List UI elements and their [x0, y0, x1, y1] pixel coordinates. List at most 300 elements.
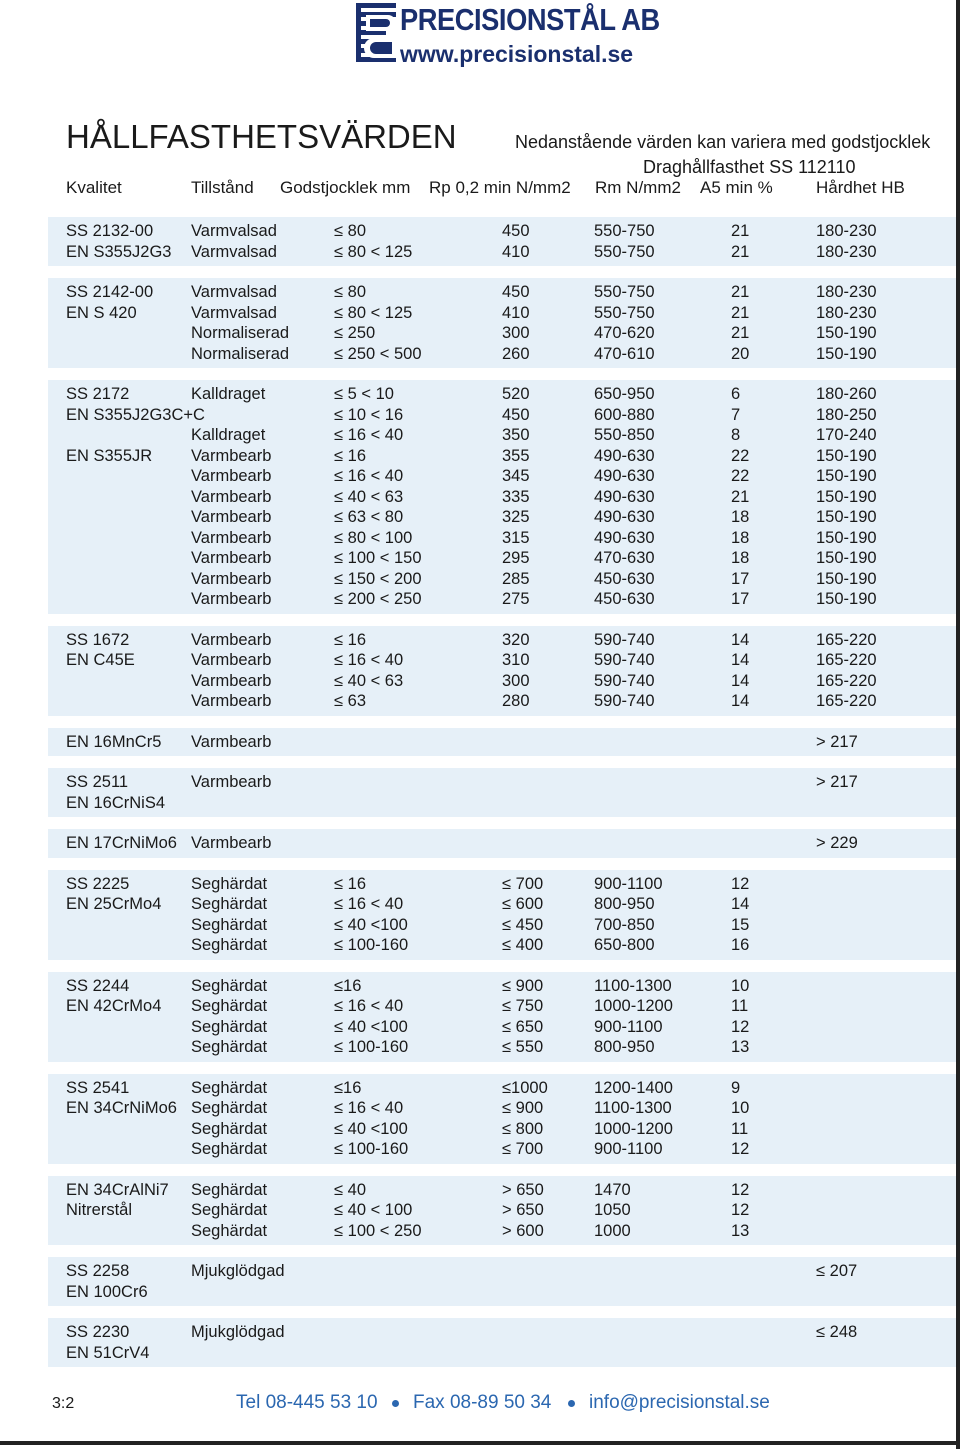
table-row	[48, 548, 956, 568]
cell-a5: 18	[731, 508, 750, 526]
cell-rm: 490-630	[594, 446, 655, 465]
cell-hardhet: 165-220	[816, 671, 877, 690]
cell-rm: 1000	[594, 1221, 631, 1240]
cell-a5: 17	[731, 590, 750, 608]
cell-a5: 12	[731, 1180, 750, 1199]
cell-kvalitet: EN 16MnCr5	[66, 732, 162, 751]
material-group	[48, 829, 956, 858]
cell-rm: 1000-1200	[594, 997, 673, 1015]
cell-a5: 14	[731, 895, 750, 913]
cell-rm: 590-740	[594, 630, 655, 649]
cell-godstjocklek: ≤16	[334, 1078, 362, 1097]
cell-godstjocklek: ≤ 200 < 250	[334, 590, 422, 608]
cell-godstjocklek: ≤ 40 <100	[334, 1119, 408, 1138]
cell-hardhet: 180-260	[816, 385, 877, 403]
separator-dot-icon	[568, 1400, 575, 1407]
cell-rm: 900-1100	[594, 1017, 663, 1036]
header-hardhet: Hårdhet HB	[816, 178, 905, 197]
cell-tillstand: Varmvalsad	[191, 222, 277, 240]
cell-kvalitet: SS 2258	[66, 1262, 130, 1280]
material-group	[48, 768, 956, 817]
cell-rm: 550-750	[594, 222, 655, 240]
cell-hardhet: 150-190	[816, 446, 877, 465]
cell-kvalitet: SS 2511	[66, 773, 129, 791]
cell-hardhet: 180-230	[816, 222, 877, 240]
cell-godstjocklek: ≤ 16	[334, 630, 366, 649]
cell-rp: ≤ 650	[502, 1017, 544, 1036]
cell-hardhet: 150-190	[816, 508, 877, 526]
cell-rp: > 650	[502, 1201, 544, 1219]
cell-hardhet: 165-220	[816, 630, 877, 649]
cell-a5: 21	[731, 303, 750, 322]
cell-rp: 410	[502, 242, 530, 261]
cell-kvalitet: EN 42CrMo4	[66, 997, 162, 1015]
cell-rm: 700-850	[594, 915, 655, 934]
cell-tillstand: Normaliserad	[191, 344, 290, 363]
cell-a5: 9	[731, 1078, 741, 1097]
table-row	[48, 221, 956, 241]
cell-godstjocklek: ≤ 100-160	[334, 1038, 409, 1056]
cell-rp: ≤ 400	[502, 936, 544, 954]
table-row	[48, 671, 956, 691]
cell-tillstand: Varmbearb	[191, 569, 272, 588]
cell-tillstand: Varmbearb	[191, 528, 272, 547]
header-rm: Rm N/mm2	[595, 178, 681, 197]
cell-a5: 21	[731, 222, 750, 240]
table-row	[48, 691, 956, 711]
cell-kvalitet: EN S355J2G3	[66, 242, 172, 261]
cell-tillstand: Varmbearb	[191, 773, 272, 791]
cell-rp: 450	[502, 283, 530, 301]
table-row	[48, 507, 956, 527]
material-group	[48, 972, 956, 1062]
table-row	[48, 1037, 956, 1057]
cell-tillstand: Varmbearb	[191, 732, 272, 751]
cell-a5: 14	[731, 630, 750, 649]
cell-a5: 18	[731, 549, 750, 567]
cell-tillstand: Mjukglödgad	[191, 1262, 285, 1280]
cell-a5: 14	[731, 651, 750, 669]
cell-kvalitet: EN S 420	[66, 303, 137, 322]
cell-tillstand: Seghärdat	[191, 1180, 268, 1199]
table-row	[48, 282, 956, 302]
table-row	[48, 1261, 956, 1281]
table-row	[48, 1180, 956, 1200]
cell-godstjocklek: ≤ 16 < 40	[334, 651, 404, 669]
cell-hardhet: 150-190	[816, 487, 877, 506]
cell-rp: > 650	[502, 1180, 544, 1199]
table-row	[48, 1322, 956, 1342]
cell-rp: ≤ 700	[502, 874, 544, 893]
cell-godstjocklek: ≤ 40 <100	[334, 1017, 408, 1036]
cell-tillstand: Varmbearb	[191, 630, 272, 649]
cell-a5: 21	[731, 283, 750, 301]
cell-tillstand: Varmbearb	[191, 467, 272, 485]
cell-hardhet: 150-190	[816, 528, 877, 547]
cell-a5: 11	[731, 997, 749, 1015]
cell-rm: 800-950	[594, 895, 655, 913]
cell-rm: 1050	[594, 1201, 631, 1219]
cell-hardhet: 180-250	[816, 405, 877, 424]
cell-rp: 315	[502, 528, 530, 547]
header-tillstand: Tillstånd	[191, 178, 254, 197]
cell-tillstand: Seghärdat	[191, 895, 268, 913]
cell-kvalitet: SS 2172	[66, 385, 130, 403]
cell-godstjocklek: ≤ 40 < 100	[334, 1201, 413, 1219]
cell-rm: 490-630	[594, 467, 655, 485]
cell-tillstand: Seghärdat	[191, 997, 268, 1015]
cell-kvalitet: SS 2230	[66, 1323, 130, 1341]
table-row	[48, 1098, 956, 1118]
cell-hardhet: ≤ 248	[816, 1323, 858, 1341]
cell-tillstand: Kalldraget	[191, 385, 266, 403]
cell-rm: 600-880	[594, 405, 655, 424]
table-row	[48, 323, 956, 343]
separator-dot-icon	[392, 1400, 399, 1407]
cell-a5: 10	[731, 976, 750, 995]
cell-rm: 590-740	[594, 651, 655, 669]
cell-hardhet: 150-190	[816, 467, 877, 485]
cell-rp: > 600	[502, 1221, 544, 1240]
cell-kvalitet: SS 2244	[66, 976, 130, 995]
table-row	[48, 425, 956, 445]
cell-a5: 20	[731, 344, 750, 363]
cell-tillstand: Seghärdat	[191, 915, 268, 934]
material-group	[48, 380, 956, 614]
cell-a5: 21	[731, 324, 750, 342]
cell-a5: 12	[731, 1201, 750, 1219]
cell-godstjocklek: ≤ 250 < 500	[334, 344, 422, 363]
cell-rp: 325	[502, 508, 530, 526]
cell-rp: 275	[502, 590, 530, 608]
cell-rm: 490-630	[594, 508, 655, 526]
header-rp: Rp 0,2 min N/mm2	[429, 178, 571, 197]
cell-rm: 490-630	[594, 528, 655, 547]
table-row	[48, 732, 956, 752]
cell-tillstand: Varmbearb	[191, 590, 272, 608]
cell-kvalitet: EN 17CrNiMo6	[66, 834, 177, 852]
table-row	[48, 242, 956, 262]
header-kvalitet: Kvalitet	[66, 178, 122, 197]
cell-rm: 590-740	[594, 671, 655, 690]
cell-tillstand: Kalldraget	[191, 426, 266, 444]
cell-godstjocklek: ≤ 16 < 40	[334, 426, 404, 444]
cell-rp: 410	[502, 303, 530, 322]
cell-godstjocklek: ≤ 16 < 40	[334, 895, 404, 913]
cell-tillstand: Seghärdat	[191, 1140, 268, 1158]
cell-a5: 13	[731, 1221, 750, 1240]
table-row	[48, 1221, 956, 1241]
cell-godstjocklek: ≤ 100-160	[334, 936, 409, 954]
cell-godstjocklek: ≤ 10 < 16	[334, 405, 404, 424]
cell-rp: ≤ 700	[502, 1140, 544, 1158]
cell-tillstand: Varmbearb	[191, 508, 272, 526]
cell-tillstand: Seghärdat	[191, 976, 268, 995]
cell-a5: 7	[731, 405, 741, 424]
cell-rp: 345	[502, 467, 530, 485]
cell-rp: 450	[502, 405, 530, 424]
table-row	[48, 1343, 956, 1363]
page-border-bottom	[0, 1441, 960, 1445]
cell-tillstand: Seghärdat	[191, 936, 268, 954]
cell-godstjocklek: ≤ 40 < 63	[334, 671, 404, 690]
material-group	[48, 1318, 956, 1367]
cell-rp: 300	[502, 671, 530, 690]
table-row	[48, 976, 956, 996]
cell-hardhet: > 229	[816, 834, 858, 852]
cell-a5: 21	[731, 487, 750, 506]
table-row	[48, 793, 956, 813]
cell-tillstand: Varmvalsad	[191, 303, 277, 322]
cell-godstjocklek: ≤ 150 < 200	[334, 569, 422, 588]
table-row	[48, 446, 956, 466]
cell-rm: 450-630	[594, 569, 655, 588]
cell-rm: 470-610	[594, 344, 655, 363]
cell-rm: 650-950	[594, 385, 655, 403]
cell-a5: 22	[731, 446, 750, 465]
cell-kvalitet: EN 51CrV4	[66, 1343, 150, 1362]
cell-tillstand: Seghärdat	[191, 1038, 268, 1056]
table-row	[48, 303, 956, 323]
material-group	[48, 217, 956, 266]
cell-godstjocklek: ≤ 250	[334, 324, 376, 342]
cell-godstjocklek: ≤ 100 < 250	[334, 1221, 422, 1240]
cell-hardhet: 150-190	[816, 344, 877, 363]
cell-hardhet: 150-190	[816, 324, 877, 342]
cell-tillstand: Varmbearb	[191, 651, 272, 669]
table-row	[48, 915, 956, 935]
cell-tillstand: Varmbearb	[191, 487, 272, 506]
cell-godstjocklek: ≤ 5 < 10	[334, 385, 394, 403]
cell-kvalitet: EN 34CrAlNi7	[66, 1180, 169, 1199]
table-row	[48, 935, 956, 955]
table-row	[48, 589, 956, 609]
cell-a5: 13	[731, 1038, 750, 1056]
cell-rm: 470-630	[594, 549, 655, 567]
table-row	[48, 1282, 956, 1302]
cell-rp: ≤ 450	[502, 915, 544, 934]
table-row	[48, 874, 956, 894]
cell-rp: 295	[502, 549, 530, 567]
cell-kvalitet: SS 1672	[66, 630, 130, 649]
cell-rm: 800-950	[594, 1038, 655, 1056]
cell-hardhet: 165-220	[816, 651, 877, 669]
cell-godstjocklek: ≤ 63	[334, 692, 366, 710]
cell-godstjocklek: ≤ 100-160	[334, 1140, 409, 1158]
cell-rm: 550-750	[594, 303, 655, 322]
footer-tel[interactable]: Tel 08-445 53 10	[236, 1392, 378, 1413]
cell-godstjocklek: ≤ 80	[334, 222, 366, 240]
cell-tillstand: Seghärdat	[191, 1221, 268, 1240]
table-row	[48, 630, 956, 650]
cell-rp: 260	[502, 344, 530, 363]
cell-godstjocklek: ≤ 80 < 125	[334, 242, 413, 261]
cell-hardhet: 180-230	[816, 242, 877, 261]
cell-kvalitet: SS 2132-00	[66, 222, 154, 240]
table-row	[48, 569, 956, 589]
header-a5: A5 min %	[700, 178, 773, 197]
cell-godstjocklek: ≤ 100 < 150	[334, 549, 422, 567]
cell-rm: 550-750	[594, 283, 655, 301]
cell-a5: 8	[731, 426, 741, 444]
cell-godstjocklek: ≤ 16 < 40	[334, 1099, 404, 1117]
cell-rp: 355	[502, 446, 530, 465]
cell-hardhet: 165-220	[816, 692, 877, 710]
cell-rp: ≤1000	[502, 1078, 548, 1097]
header-godstjocklek: Godstjocklek mm	[280, 178, 411, 197]
page-title: HÅLLFASTHETSVÄRDEN	[66, 118, 457, 155]
cell-rm: 1200-1400	[594, 1078, 673, 1097]
cell-godstjocklek: ≤16	[334, 976, 362, 995]
subtitle: Nedanstående värden kan variera med godstjocklek	[515, 132, 931, 152]
cell-godstjocklek: ≤ 16	[334, 874, 366, 893]
cell-tillstand: Mjukglödgad	[191, 1323, 285, 1341]
cell-hardhet: > 217	[816, 773, 858, 791]
cell-rm: 900-1100	[594, 874, 663, 893]
table-row	[48, 384, 956, 404]
cell-rm: 1100-1300	[594, 976, 672, 995]
material-group	[48, 626, 956, 716]
cell-a5: 12	[731, 1140, 750, 1158]
cell-a5: 12	[731, 874, 750, 893]
table-row	[48, 344, 956, 364]
footer-fax[interactable]: Fax 08-89 50 34	[413, 1392, 552, 1413]
cell-a5: 12	[731, 1017, 750, 1036]
cell-rm: 1000-1200	[594, 1119, 673, 1138]
cell-kvalitet: EN 100Cr6	[66, 1282, 148, 1301]
cell-a5: 16	[731, 936, 750, 954]
cell-godstjocklek: ≤ 40 <100	[334, 915, 408, 934]
cell-tillstand: Seghärdat	[191, 874, 268, 893]
brand-name: PRECISIONSTÅL AB	[400, 2, 660, 37]
cell-godstjocklek: ≤ 40 < 63	[334, 487, 404, 506]
cell-rp: 450	[502, 222, 530, 240]
cell-rp: ≤ 600	[502, 895, 544, 913]
cell-godstjocklek: ≤ 80 < 125	[334, 303, 413, 322]
cell-kvalitet: EN S355J2G3C+C	[66, 405, 205, 424]
cell-godstjocklek: ≤ 80	[334, 283, 366, 301]
cell-hardhet: 150-190	[816, 549, 877, 567]
cell-hardhet: 180-230	[816, 303, 877, 322]
brand-url[interactable]: www.precisionstal.se	[400, 41, 634, 67]
cell-godstjocklek: ≤ 16 < 40	[334, 997, 404, 1015]
cell-kvalitet: Nitrerstål	[66, 1201, 133, 1219]
material-group	[48, 870, 956, 960]
cell-tillstand: Normaliserad	[191, 324, 290, 342]
cell-rm: 470-620	[594, 324, 655, 342]
cell-a5: 21	[731, 242, 750, 261]
cell-a5: 6	[731, 385, 741, 403]
table-row	[48, 466, 956, 486]
table-row	[48, 894, 956, 914]
cell-kvalitet: EN 34CrNiMo6	[66, 1099, 177, 1117]
cell-tillstand: Varmvalsad	[191, 283, 277, 301]
cell-kvalitet: SS 2225	[66, 874, 130, 893]
cell-tillstand: Seghärdat	[191, 1017, 268, 1036]
cell-hardhet: 150-190	[816, 569, 877, 588]
material-group	[48, 1074, 956, 1164]
cell-rp: ≤ 750	[502, 997, 544, 1015]
page-number: 3:2	[52, 1395, 75, 1412]
cell-a5: 22	[731, 467, 750, 485]
cell-rp: ≤ 900	[502, 976, 544, 995]
table-row	[48, 1017, 956, 1037]
table-row	[48, 528, 956, 548]
cell-a5: 18	[731, 528, 750, 547]
cell-kvalitet: EN 16CrNiS4	[66, 793, 166, 812]
table-row	[48, 996, 956, 1016]
cell-tillstand: Seghärdat	[191, 1119, 268, 1138]
cell-tillstand: Varmbearb	[191, 671, 272, 690]
cell-tillstand: Seghärdat	[191, 1099, 268, 1117]
cell-rm: 550-850	[594, 426, 655, 444]
page-border-right	[956, 0, 960, 1449]
table-row	[48, 833, 956, 853]
footer-email[interactable]: info@precisionstal.se	[589, 1392, 770, 1413]
cell-rp: 280	[502, 692, 530, 710]
cell-godstjocklek: ≤ 80 < 100	[334, 528, 413, 547]
cell-rm: 450-630	[594, 590, 655, 608]
cell-godstjocklek: ≤ 63 < 80	[334, 508, 404, 526]
cell-rp: 320	[502, 630, 530, 649]
cell-tillstand: Varmvalsad	[191, 242, 277, 261]
cell-godstjocklek: ≤ 16 < 40	[334, 467, 404, 485]
cell-rp: 300	[502, 324, 530, 342]
cell-a5: 14	[731, 692, 750, 710]
cell-a5: 11	[731, 1119, 749, 1138]
cell-godstjocklek: ≤ 16	[334, 446, 366, 465]
cell-rm: 550-750	[594, 242, 655, 261]
cell-rp: ≤ 800	[502, 1119, 544, 1138]
table-row	[48, 1200, 956, 1220]
cell-rp: 350	[502, 426, 530, 444]
cell-hardhet: > 217	[816, 732, 858, 751]
cell-rp: 335	[502, 487, 530, 506]
cell-tillstand: Varmbearb	[191, 549, 272, 567]
material-group	[48, 1257, 956, 1306]
table-row	[48, 650, 956, 670]
cell-tillstand: Varmbearb	[191, 446, 272, 465]
cell-rm: 1100-1300	[594, 1099, 672, 1117]
cell-kvalitet: SS 2541	[66, 1078, 130, 1097]
cell-a5: 17	[731, 569, 750, 588]
cell-a5: 10	[731, 1099, 750, 1117]
table-row	[48, 1119, 956, 1139]
cell-kvalitet: EN S355JR	[66, 446, 153, 465]
table-row	[48, 1078, 956, 1098]
cell-kvalitet: EN 25CrMo4	[66, 895, 162, 913]
cell-kvalitet: SS 2142-00	[66, 283, 154, 301]
cell-hardhet: 170-240	[816, 426, 877, 444]
table-row	[48, 487, 956, 507]
cell-rp: 310	[502, 651, 530, 669]
cell-tillstand: Varmbearb	[191, 692, 272, 710]
cell-rp: ≤ 550	[502, 1038, 544, 1056]
cell-tillstand: Seghärdat	[191, 1078, 268, 1097]
table-row	[48, 772, 956, 792]
cell-a5: 15	[731, 915, 750, 934]
cell-godstjocklek: ≤ 40	[334, 1180, 366, 1199]
cell-hardhet: 180-230	[816, 283, 877, 301]
cell-rm: 1470	[594, 1180, 631, 1199]
cell-rm: 900-1100	[594, 1140, 663, 1158]
material-group	[48, 278, 956, 368]
cell-tillstand: Seghärdat	[191, 1201, 268, 1219]
cell-kvalitet: EN C45E	[66, 651, 135, 669]
draghallfasthet-note: Draghållfasthet SS 112110	[643, 157, 856, 177]
cell-a5: 14	[731, 671, 750, 690]
cell-rp: 520	[502, 385, 530, 403]
